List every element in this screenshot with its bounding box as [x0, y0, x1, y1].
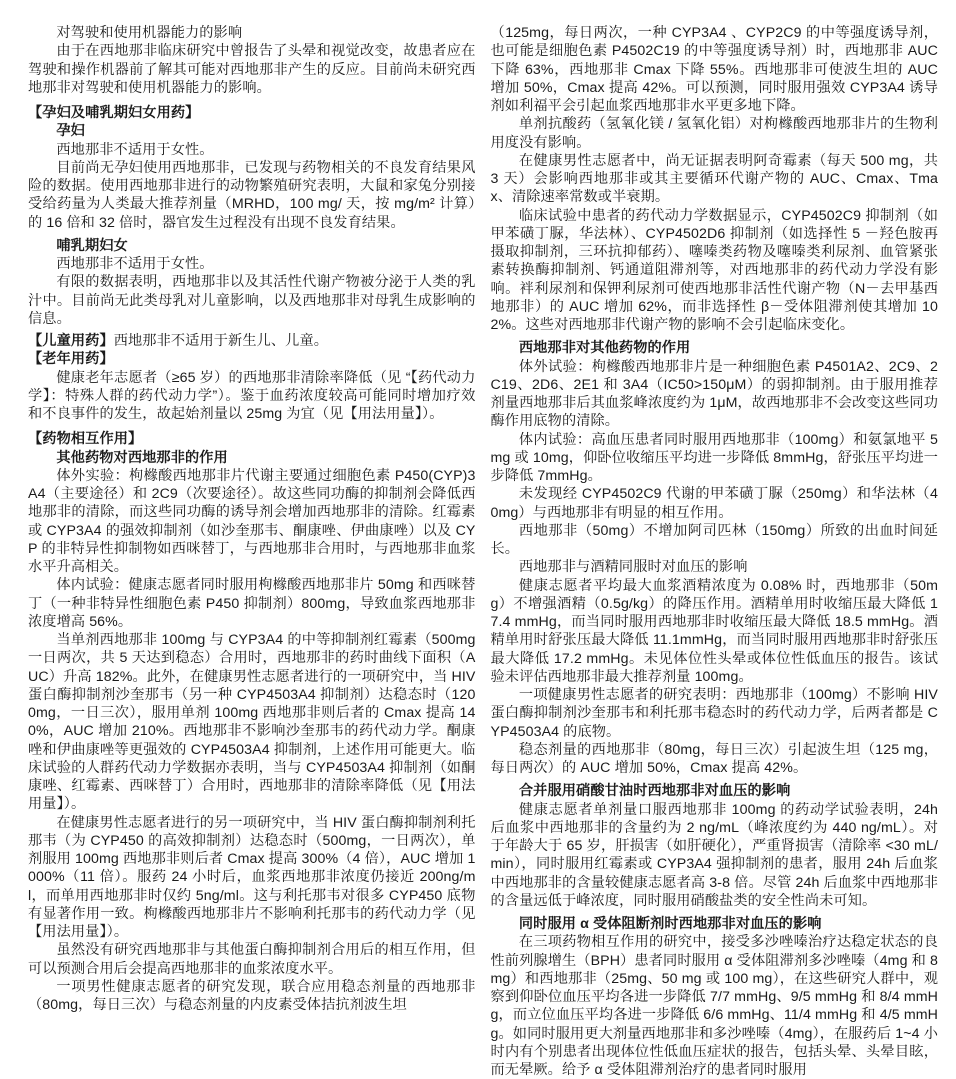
sub-section-heading: 合并服用硝酸甘油时西地那非对血压的影响	[518, 783, 791, 800]
paragraph: 西地那非不适用于女性。	[56, 141, 214, 158]
paragraph: 临床试验中患者的药代动力学数据显示，CYP4502C9 抑制剂（如甲苯磺丁脲，华法林）、CYP4502D6 抑制剂（如选择性 5 －羟色胺再摄取抑制剂，三环抗抑郁药）、噻嗪类药物及噻嗪类利尿剂、血管紧张素转换酶抑制剂、钙通道阻滞剂等，对西地那非的药代动力学没有影响。袢利尿剂和保钾利尿剂可使西地那非活性代谢产物（N－去甲基西地那非）的 AUC 增加 62%，而非选择性 β－受体阻滞剂使其增加 102%。这些对西地那非代谢产物的影响不会引起临床变化。	[490, 207, 938, 333]
paragraph: 在健康男性志愿者中，尚无证据表明阿奇霉素（每天 500 mg，共 3 天）会影响西地那非或其主要循环代谢产物的 AUC、Cmax、Tmax、清除速率常数或半衰期。	[490, 152, 938, 206]
paragraph: 单剂抗酸药（氢氧化镁 / 氢氧化铝）对枸橼酸西地那非片的生物利用度没有影响。	[490, 116, 938, 151]
paragraph: 当单剂西地那非 100mg 与 CYP3A4 的中等抑制剂红霉素（500mg 一日两次，共 5 天达到稳态）合用时，西地那非的药时曲线下面积（AUC）升高 182%。此外，在健康男性志愿者进行的一项研究中，当 HIV 蛋白酶抑制剂沙奎那韦（另一种 CYP4503A4 抑制剂）达稳态时（1200mg，一日三次），服用单剂 100mg 西地那非则后者的 Cmax 提高 140%，AUC 增加 210%。西地那非不影响沙奎那韦的药代动力学。酮康唑和伊曲康唑等更强效的 CYP4503A4 抑制剂，上述作用可能更大。临床试验的人群药代动力学数据亦表明，当与 CYP4503A4 抑制剂（如酮康唑、红霉素、西咪替丁）合用时，西地那非的清除率降低（见【用法用量】）。	[28, 632, 476, 813]
paragraph: 体外实验：枸橼酸西地那非片代谢主要通过细胞色素 P450(CYP)3A4（主要途径）和 2C9（次要途径）。故这些同功酶的抑制剂会降低西地那非的清除，而这些同功酶的诱导剂会增加西地那非的清除。红霉素或 CYP3A4 的强效抑制剂（如沙奎那韦、酮康唑、伊曲康唑）以及 CYP 的非特异性抑制物如西咪替丁，与西地那非合用时，与西地那非血浆水平升高相关。	[28, 467, 476, 575]
paragraph-continuation: （125mg，每日两次，一种 CYP3A4 、CYP2C9 的中等强度诱导剂，也可能是细胞色素 P4502C19 的中等强度诱导剂）时，西地那非 AUC 下降 63%，西地那非 Cmax 下降 55%。西地那非可使波生坦的 AUC 增加 50%，Cmax 提高 42%。可以预测，同时服用强效 CYP3A4 诱导剂如利福平会引起血浆西地那非水平更多地下降。	[490, 25, 938, 114]
paragraph: 由于在西地那非临床研究中曾报告了头晕和视觉改变，故患者应在驾驶和操作机器前了解其可能对西地那非产生的反应。目前尚未研究西地那非对驾驶和使用机器能力的影响。	[28, 43, 476, 96]
sub-section-heading: 西地那非对其他药物的作用	[518, 340, 691, 357]
paragraph: 在健康男性志愿者进行的另一项研究中，当 HIV 蛋白酶抑制剂利托那韦（为 CYP450 的高效抑制剂）达稳态时（500mg，一日两次），单剂服用 100mg 西地那非则后者 Cmax 提高 300%（4 倍），AUC 增加 1000%（11 倍）。服药 24 小时后，血浆西地那非浓度仍接近 200ng/ml，而单用西地那非时仅约 5ng/ml。这与利托那韦对很多 CYP450 底物有显著作用一致。枸橼酸西地那非片不影响利托那韦的药代动力学（见【用法用量】）。	[28, 814, 476, 940]
text-column-right	[491, 24, 939, 1079]
paragraph: 一项健康男性志愿者的研究表明：西地那非（100mg）不影响 HIV 蛋白酶抑制剂沙奎那韦和利托那韦稳态时的药代动力学，后两者都是 CYP4503A4 的底物。	[490, 687, 938, 740]
paragraph: 体外试验：枸橼酸西地那非片是一种细胞色素 P4501A2、2C9、2C19、2D6、2E1 和 3A4（IC50>150μM）的弱抑制剂。由于服用推荐剂量西地那非后其血浆峰浓度约为 1μM，故西地那非不会改变这些同功酶作用底物的清除。	[490, 358, 938, 430]
sub-section-title: 对驾驶和使用机器能力的影响	[56, 25, 243, 41]
sub-section-heading: 其他药物对西地那非的作用	[56, 449, 228, 466]
paragraph: 有限的数据表明，西地那非以及其活性代谢产物被分泌于人类的乳汁中。目前尚无此类母乳对儿童影响，以及西地那非对母乳生成影响的信息。	[28, 274, 476, 327]
sub-section-heading: 同时服用 α 受体阻断剂时西地那非对血压的影响	[518, 916, 822, 932]
paragraph: 一项男性健康志愿者的研究发现，联合应用稳态剂量的西地那非（80mg，每日三次）与稳态剂量的内皮素受体拮抗剂波生坦	[28, 978, 476, 1013]
paragraph: 虽然没有研究西地那非与其他蛋白酶抑制剂合用后的相互作用，但可以预测合用后会提高西地那非的血浆浓度水平。	[28, 942, 476, 977]
paragraph: 体内试验：高血压患者同时服用西地那非（100mg）和氨氯地平 5mg 或 10mg，仰卧位收缩压平均进一步降低 8mmHg，舒张压平均进一步降低 7mmHg。	[490, 431, 938, 484]
paragraph: 目前尚无孕妇使用西地那非，已发现与药物相关的不良发育结果风险的数据。使用西地那非进行的动物繁殖研究表明，大鼠和家兔分别接受给药量为人类最大推荐剂量（MRHD，100 mg/ 天，按 mg/m² 计算）的 16 倍和 32 倍时，器官发生过程没有出现不良发育结果。	[28, 159, 476, 231]
sub-section-heading: 哺乳期妇女	[56, 237, 128, 254]
paragraph: 西地那非不适用于女性。	[56, 256, 214, 272]
text-column-left	[28, 24, 476, 1079]
section-heading: 【老年用药】	[28, 351, 114, 368]
section-heading: 【孕妇及哺乳期妇女用药】	[28, 105, 200, 121]
paragraph: 健康志愿者单剂量口服西地那非 100mg 的药动学试验表明，24h 后血浆中西地那非的含量约为 2 ng/mL（峰浓度约为 440 ng/mL）。对于年龄大于 65 岁，肝损害（如肝硬化），严重肾损害（清除率 <30 mL/min），同时服用红霉素或 CYP3A4 强抑制剂的患者，服用 24h 后血浆中西地那非的含量较健康志愿者高 3-8 倍。尽管 24h 后血浆中西地那非的含量远低于峰浓度，同时服用硝酸盐类的安全性尚未可知。	[490, 801, 938, 909]
section-heading: 【药物相互作用】	[28, 431, 143, 448]
paragraph: 在三项药物相互作用的研究中，接受多沙唑嗪治疗达稳定状态的良性前列腺增生（BPH）患者同时服用 α 受体阻滞剂多沙唑嗪（4mg 和 8 mg）和西地那非（25mg、50 mg 或 100 mg），在这些研究人群中，观察到仰卧位血压平均各进一步降低 7/7 mmHg、9/5 mmHg 和 8/4 mmHg，而立位血压平均各进一步降低 6/6 mmHg、11/4 mmHg 和 4/5 mmHg。如同时服用更大剂量西地那非和多沙唑嗪（4mg），在服药后 1~4 小时内有个别患者出现体位性低血压症状的报告，包括头晕、头晕目眩，而无晕厥。给予 α 受体阻滞剂治疗的患者同时服用	[490, 934, 939, 1078]
paragraph: 稳态剂量的西地那非（80mg，每日三次）引起波生坦（125 mg，每日两次）的 AUC 增加 50%，Cmax 提高 42%。	[490, 741, 938, 776]
sub-section-title: 西地那非与酒精同服时对血压的影响	[518, 559, 748, 576]
paragraph: 健康志愿者平均最大血浆酒精浓度为 0.08% 时，西地那非（50mg）不增强酒精（0.5g/kg）的降压作用。酒精单用时收缩压最大降低 17.4 mmHg，而当同时服用西地那非时收缩压最大降低 18.5 mmHg。酒精单用时舒张压最大降低 11.1mmHg，而当同时服用西地那非时舒张压最大降低 17.2 mmHg。未见体位性头晕或体位性低血压的报告。该试验未评估西地那非最大推荐剂量 100mg。	[490, 577, 938, 685]
paragraph: 未发现经 CYP4502C9 代谢的甲苯磺丁脲（250mg）和华法林（40mg）与西地那非有明显的相互作用。	[490, 486, 938, 521]
paragraph: 健康老年志愿者（≥65 岁）的西地那非清除率降低（见 “【药代动力学】：特殊人群的药代动力学”）。鉴于血药浓度较高可能同时增加疗效和不良事件的发生，故起始剂量以 25mg 为宜（见【用法用量】）。	[28, 369, 476, 422]
sub-section-heading: 孕妇	[56, 123, 85, 140]
section-heading-inline: 【儿童用药】西地那非不适用于新生儿、儿童。	[28, 333, 329, 349]
paragraph: 体内试验：健康志愿者同时服用枸橼酸西地那非片 50mg 和西咪替丁（一种非特异性细胞色素 P450 抑制剂）800mg，导致血浆西地那非浓度增高 56%。	[28, 577, 476, 630]
section-heading-label: 【儿童用药】	[28, 333, 114, 349]
paragraph: 西地那非（50mg）不增加阿司匹林（150mg）所致的出血时间延长。	[490, 522, 938, 557]
